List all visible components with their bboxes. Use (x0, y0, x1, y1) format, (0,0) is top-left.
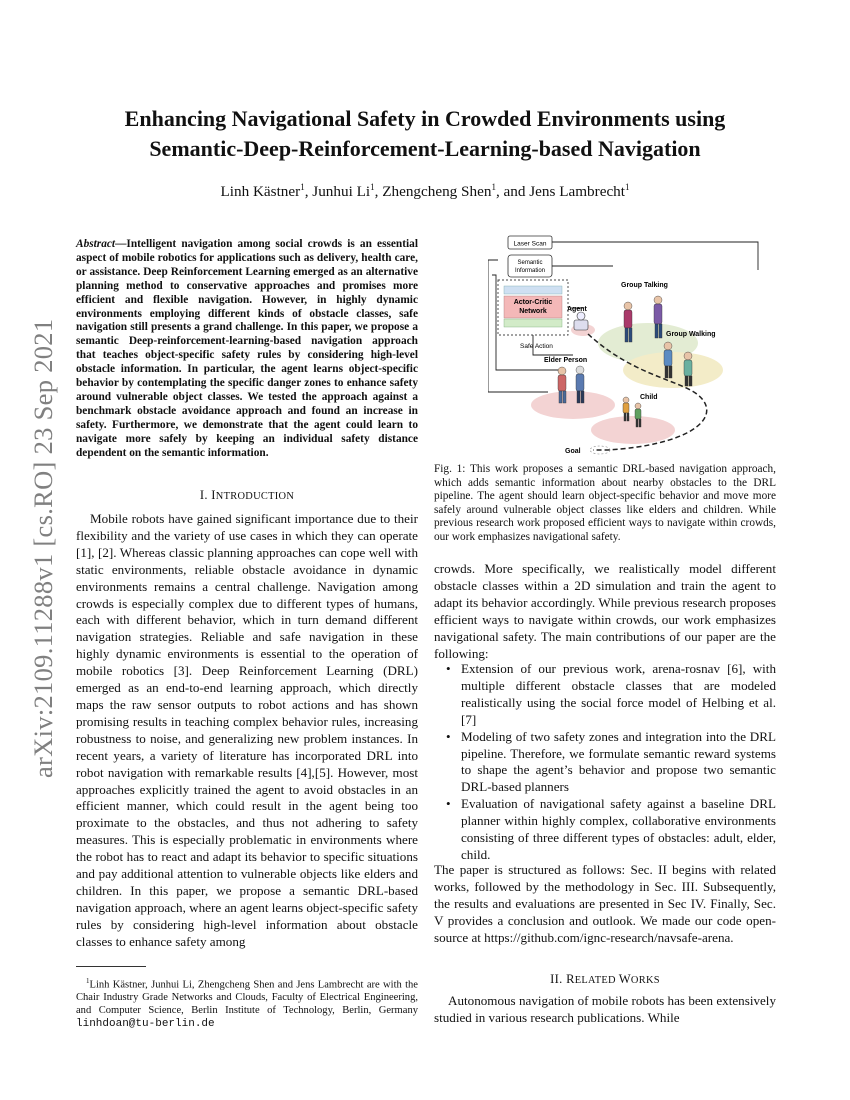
agent-label: Agent (567, 306, 587, 313)
author-separator: , (304, 183, 313, 200)
goal-label: Goal (565, 448, 581, 455)
section-rest: ELATED (574, 975, 619, 986)
network-label: Network (519, 308, 547, 315)
section-numeral: I. (199, 488, 212, 502)
section-cap: R (566, 972, 575, 986)
footnote-rule (76, 966, 146, 967)
author-affiliation: 1 (370, 181, 375, 192)
author-separator: , (495, 183, 504, 200)
list-item (434, 729, 776, 797)
paper-title (60, 104, 790, 164)
section-cap: W (618, 972, 631, 986)
section-heading-introduction (76, 488, 418, 503)
author-affiliation: 1 (300, 181, 305, 192)
right-paragraph-2: The paper is structured as follows: Sec. II begins with related works, followed by the methodology in Sec. III. Subsequently, the results and evaluations are presented in Sec IV. Finally, Sec. V provides a conclusion and outlook. We made our code open-source at https://github.com/ignc-research/navsafe-arena. (434, 862, 776, 945)
elder-person-label: Elder Person (544, 357, 588, 364)
figure-1-diagram (488, 230, 768, 458)
author-and: and (503, 183, 530, 200)
contributions-list (434, 661, 776, 864)
bullet-icon: • (446, 661, 451, 676)
child-label: Child (640, 394, 658, 401)
footnote-text: Linh Kästner, Junhui Li, Zhengcheng Shen and Jens Lambrecht are with the Chair Industry Grade Networks and Clouds, Faculty of Electrical Engineering, and Computer Science, Berlin Institute of Technology, Berlin, Germany (76, 979, 418, 1017)
elder-safety-zone (531, 391, 615, 419)
footnote-mark: 1 (86, 977, 90, 985)
author-affiliation: 1 (625, 181, 630, 192)
list-item-text: Evaluation of navigational safety against a baseline DRL planner within highly complex, collaborative environments consisting of three different types of obstacles: adult, elder, child. (461, 796, 776, 862)
list-item (434, 661, 776, 729)
list-item (434, 796, 776, 864)
arxiv-sidebar (22, 292, 58, 782)
list-item-text: Extension of our previous work, arena-rosnav [6], with multiple different obstacle classes that are modeled realistically using the social force model of Helbing et al. [7] (461, 661, 776, 727)
author-name: Jens Lambrecht (529, 183, 625, 200)
section-rest: ORKS (630, 975, 660, 986)
footnote-email[interactable]: linhdoan@tu-berlin.de (76, 1017, 215, 1030)
section-heading-related-works (434, 972, 776, 987)
section-numeral: II. (550, 972, 567, 986)
section-rest: NTRODUCTION (215, 491, 295, 502)
abstract-text: —Intelligent navigation among social crowds is an essential aspect of mobile robotics for applications such as delivery, health care, or assistance. Deep Reinforcement Learning emerged as an alternative planning method to conservative approaches and promises more efficient and flexible navigation. However, in highly dynamic environments employing different kinds of obstacle classes, safe navigation still presents a grand challenge. In this paper, we propose a semantic Deep-reinforcement-learning-based navigation approach that teaches object-specific safety rules by considering high-level obstacle information. In particular, the agent learns object-specific behavior by contemplating the specific danger zones to enhance safety around vulnerable object classes. We tested the approach against a benchmark obstacle avoidance approach and found an increase in safety. Furthermore, we demonstrate that the agent could learn to navigate more safely by keeping an individual safety distance dependent on the semantic information. (76, 238, 418, 459)
title-line-1: Enhancing Navigational Safety in Crowded Environments using (124, 106, 726, 131)
information-label: Information (514, 268, 546, 274)
author-list (60, 183, 790, 201)
agent-robot-icon (574, 312, 588, 330)
child-safety-zone (591, 416, 675, 444)
author-name: Junhui Li (312, 183, 371, 200)
abstract (76, 238, 418, 461)
title-line-2: Semantic-Deep-Reinforcement-Learning-based Navigation (149, 136, 701, 161)
safe-action-label: Safe Action (520, 343, 553, 350)
right-paragraph-1: crowds. More specifically, we realistically model different obstacle classes within a 2D simulation and train the agent to adapt its behavior accordingly. While previous research proposes efficient ways to navigate within crowds, our work emphasizes navigational safety. The main contributions of our paper are the following: (434, 561, 776, 661)
bullet-icon: • (446, 796, 451, 812)
figure-caption: Fig. 1: This work proposes a semantic DRL-based navigation approach, which adds semantic information about nearby obstacles to the DRL pipeline. The agent should learn object-specific behavior and move more safely around vulnerable object classes like elders and children. While previous research work proposed efficient ways to navigate within crowds, our work emphasizes navigational safety. (434, 463, 776, 543)
arxiv-id: arXiv:2109.11288v1 [cs.RO] 23 Sep 2021 (28, 318, 58, 778)
laser-scan-label: Laser Scan (513, 240, 547, 248)
list-item-text: Modeling of two safety zones and integration into the DRL pipeline. Therefore, we formulate semantic reward systems to shape the agent’s behavior and propose two semantic DRL-based planners (461, 728, 776, 795)
bullet-icon: • (446, 728, 451, 744)
author-name: Zhengcheng Shen (382, 183, 492, 200)
footnote (76, 975, 418, 1031)
network-layer-green (504, 319, 562, 327)
section-cap: I (211, 488, 216, 502)
semantic-label: Semantic (517, 260, 543, 266)
group-walking-label: Group Walking (666, 331, 716, 338)
author-name: Linh Kästner (220, 183, 301, 200)
author-affiliation: 1 (491, 181, 496, 192)
network-layer-blue (504, 286, 562, 294)
author-separator: , (374, 183, 383, 200)
actor-critic-label: Actor-Critic (513, 299, 553, 306)
right-paragraph-3: Autonomous navigation of mobile robots has been extensively studied in various research publications. While (434, 993, 776, 1025)
abstract-lead: Abstract (76, 238, 116, 250)
intro-paragraph: Mobile robots have gained significant importance due to their flexibility and the variety of use cases in which they can operate [1], [2]. Whereas classic planning approaches can cope well with static environments, reliable obstacle avoidance in dynamic environments remains a central challenge. Navigation among crowds is especially complex due to different types of humans, each with different behavior, which in turn demand different navigation strategies. Reliable and safe navigation in these highly dynamic environments is essential to the operation of mobile robotics [3]. Deep Reinforcement Learning (DRL) emerged as an end-to-end learning approach, which directly maps the raw sensor outputs to robot actions and has shown promising results in teaching complex behavior rules, increasing robustness to noise, and generalizing new problem instances. In recent years, a variety of literature has incorporated DRL into robot navigation with remarkable results [4],[5]. However, most approaches explicitly trained the agent to avoid obstacles in an efficient manner, which could result in the agent being too proximate to the obstacles, and thus not adhering to safety measures. This is especially problematic in environments where the robot has to react and adapt its behavior to specific situations and pay additional attention to vulnerable objects like elders and children. In this paper, we propose a semantic DRL-based navigation approach, where an agent learns object-specific safety rules by considering high-level information about obstacle classes to enhance safety among (76, 511, 418, 949)
group-talking-label: Group Talking (621, 282, 668, 289)
